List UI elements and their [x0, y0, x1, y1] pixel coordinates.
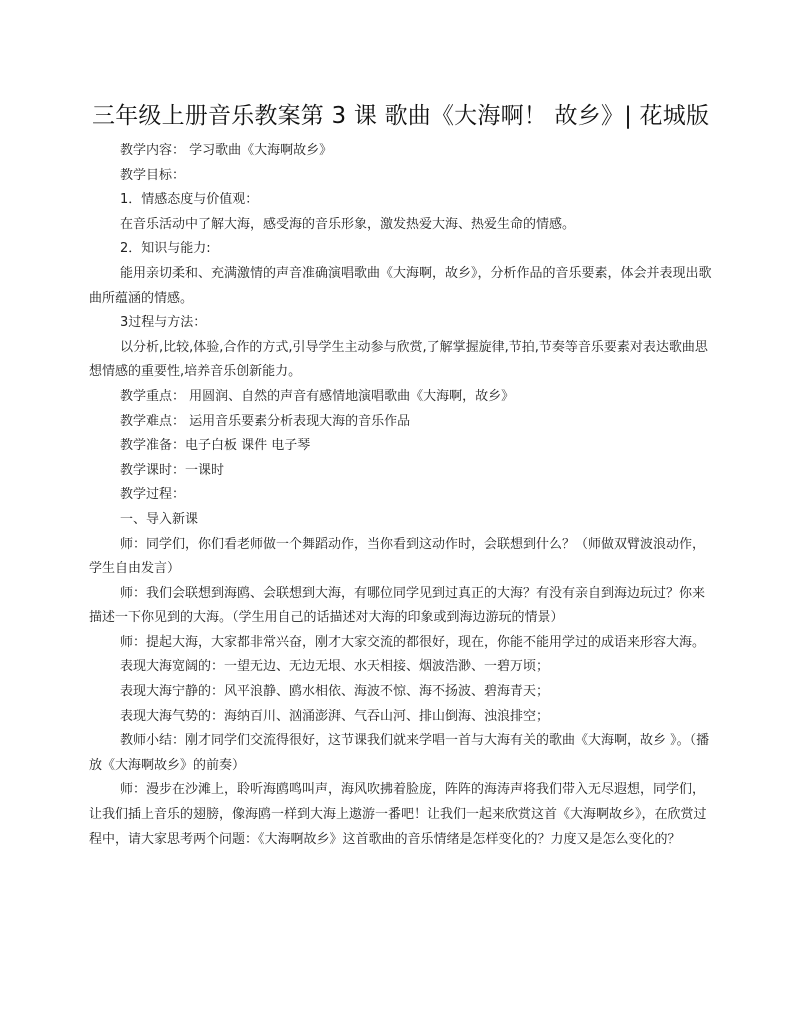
paragraph: 师：漫步在沙滩上，聆听海鸥鸣叫声，海风吹拂着脸庞，阵阵的海涛声将我们带入无尽遐想，同学们，让我们插上音乐的翅膀，像海鸥一样到大海上遨游一番吧！让我们一起来欣赏这首《大海啊故乡》，在欣赏过程中，请大家思考两个问题：《大海啊故乡》这首歌曲的音乐情绪是怎样变化的？力度又是怎么变化的？ [89, 782, 707, 847]
paragraph: 教学难点： 运用音乐要素分析表现大海的音乐作品 [120, 413, 411, 429]
paragraph: 表现大海宁静的：风平浪静、鸥水相依、海波不惊、海不扬波、碧海青天； [120, 684, 550, 700]
paragraph: 2．知识与能力: [120, 241, 211, 257]
paragraph: 教学准备：电子白板 课件 电子琴 [120, 438, 311, 454]
paragraph: 能用亲切柔和、充满激情的声音准确演唱歌曲《大海啊，故乡》，分析作品的音乐要素，体会并表现出歌曲所蕴涵的情感。 [89, 265, 712, 306]
section-heading: 一、导入新课 [120, 511, 199, 527]
paragraph: 表现大海宽阔的：一望无边、无边无垠、水天相接、烟波浩渺、一碧万顷； [120, 659, 550, 675]
paragraph: 表现大海气势的：海纳百川、汹涌澎湃、气吞山河、排山倒海、浊浪排空； [120, 708, 550, 724]
document-body [89, 139, 714, 852]
paragraph: 教学重点： 用圆润、自然的声音有感情地演唱歌曲《大海啊，故乡》 [120, 388, 515, 404]
paragraph: 教学课时：一课时 [120, 462, 225, 478]
paragraph: 师：同学们，你们看老师做一个舞蹈动作，当你看到这动作时，会联想到什么？（师做双臂波浪动作，学生自由发言） [89, 536, 706, 577]
paragraph: 教学内容： 学习歌曲《大海啊故乡》 [120, 143, 333, 158]
paragraph: 以分析,比较,体验,合作的方式,引导学生主动参与欣赏,了解掌握旋律,节拍,节奏等音乐要素对表达歌曲思想情感的重要性,培养音乐创新能力。 [89, 339, 708, 380]
paragraph: 师：提起大海，大家都非常兴奋，刚才大家交流的都很好，现在，你能不能用学过的成语来形容大海。 [120, 634, 706, 650]
paragraph: 1．情感态度与价值观： [120, 192, 259, 208]
paragraph: 教学目标： [120, 167, 186, 183]
paragraph: 师：我们会联想到海鸥、会联想到大海，有哪位同学见到过真正的大海？有没有亲自到海边玩过？你来描述一下你见到的大海。（学生用自己的话描述对大海的印象或到海边游玩的情景） [89, 585, 706, 626]
paragraph: 3过程与方法： [120, 315, 207, 331]
paragraph: 在音乐活动中了解大海，感受海的音乐形象，激发热爱大海、热爱生命的情感。 [120, 216, 576, 232]
document-title: 三年级上册音乐教案第 3 课 歌曲《大海啊！ 故乡》| 花城版 [92, 103, 710, 129]
paragraph: 教师小结：刚才同学们交流得很好，这节课我们就来学唱一首与大海有关的歌曲《大海啊，故乡 》。（播放《大海啊故乡》的前奏） [89, 733, 710, 773]
paragraph: 教学过程： [120, 487, 186, 503]
